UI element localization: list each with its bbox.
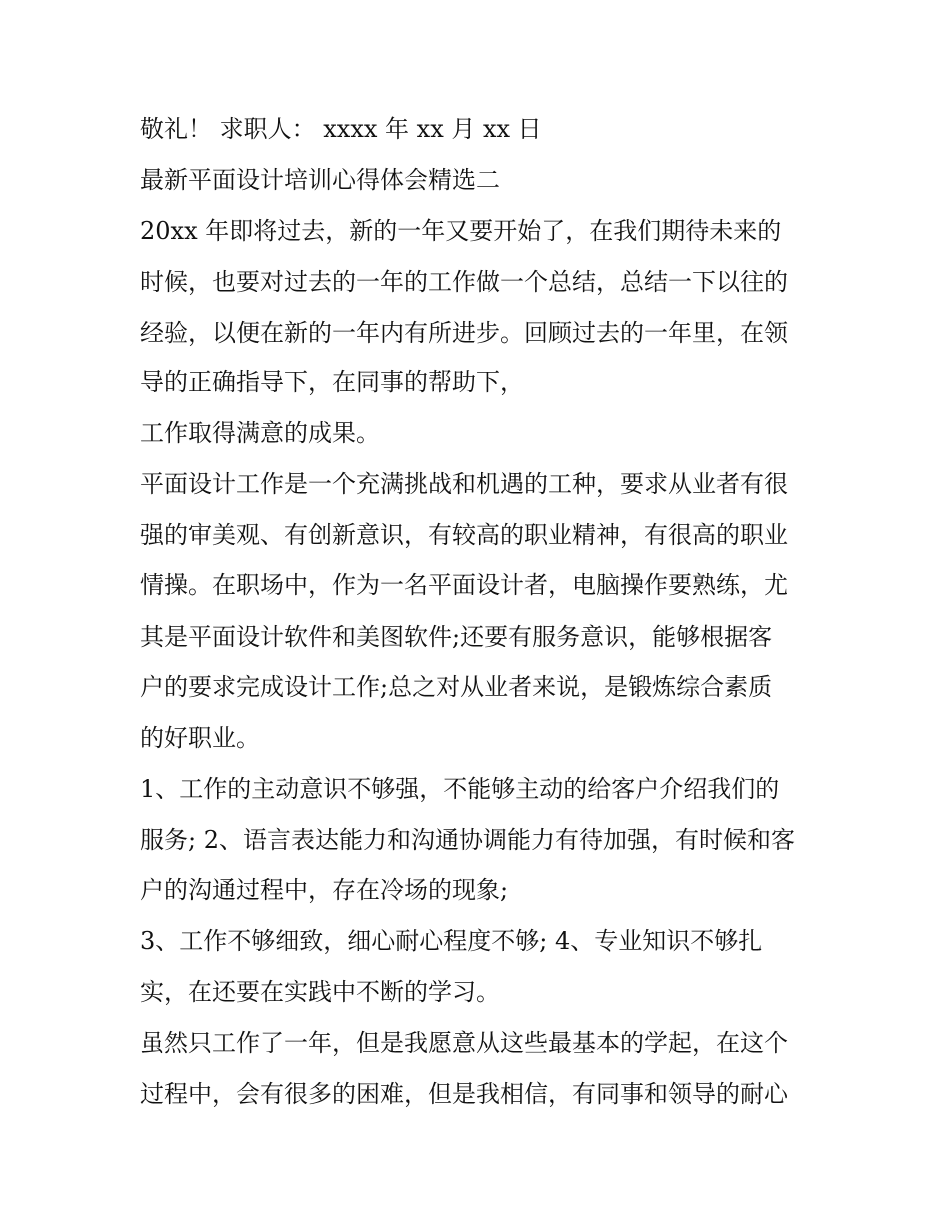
text-line-13: 服务; 2、语言表达能力和沟通协调能力有待加强，有时候和客 <box>140 826 795 854</box>
text-line-4: 导的正确指导下，在同事的帮助下， <box>140 368 524 396</box>
text-line-8: 情操。在职场中，作为一名平面设计者，电脑操作要熟练，尤 <box>140 571 788 599</box>
text-line-9: 其是平面设计软件和美图软件;还要有服务意识，能够根据客 <box>140 623 773 651</box>
text-line-12: 1、工作的主动意识不够强，不能够主动的给客户介绍我们的 <box>140 775 780 803</box>
section-title: 最新平面设计培训心得体会精选二 <box>140 166 500 194</box>
signature-line: 敬礼！ 求职人： xxxx 年 xx 月 xx 日 <box>140 115 542 143</box>
text-line-15: 3、工作不够细致，细心耐心程度不够; 4、专业知识不够扎 <box>140 927 763 955</box>
text-line-14: 户的沟通过程中，存在冷场的现象; <box>140 876 509 904</box>
text-line-3: 经验，以便在新的一年内有所进步。回顾过去的一年里，在领 <box>140 319 788 347</box>
text-line-7: 强的审美观、有创新意识，有较高的职业精神，有很高的职业 <box>140 521 788 549</box>
text-line-5: 工作取得满意的成果。 <box>140 419 380 447</box>
text-line-17: 虽然只工作了一年，但是我愿意从这些最基本的学起，在这个 <box>140 1029 788 1057</box>
text-line-16: 实，在还要在实践中不断的学习。 <box>140 978 500 1006</box>
text-line-2: 时候，也要对过去的一年的工作做一个总结，总结一下以往的 <box>140 268 788 296</box>
text-line-6: 平面设计工作是一个充满挑战和机遇的工种，要求从业者有很 <box>140 470 788 498</box>
text-line-1: 20xx 年即将过去，新的一年又要开始了，在我们期待未来的 <box>140 217 782 245</box>
text-line-10: 户的要求完成设计工作;总之对从业者来说，是锻炼综合素质 <box>140 673 773 701</box>
text-line-18: 过程中，会有很多的困难，但是我相信，有同事和领导的耐心 <box>140 1080 788 1108</box>
text-line-11: 的好职业。 <box>140 724 260 752</box>
